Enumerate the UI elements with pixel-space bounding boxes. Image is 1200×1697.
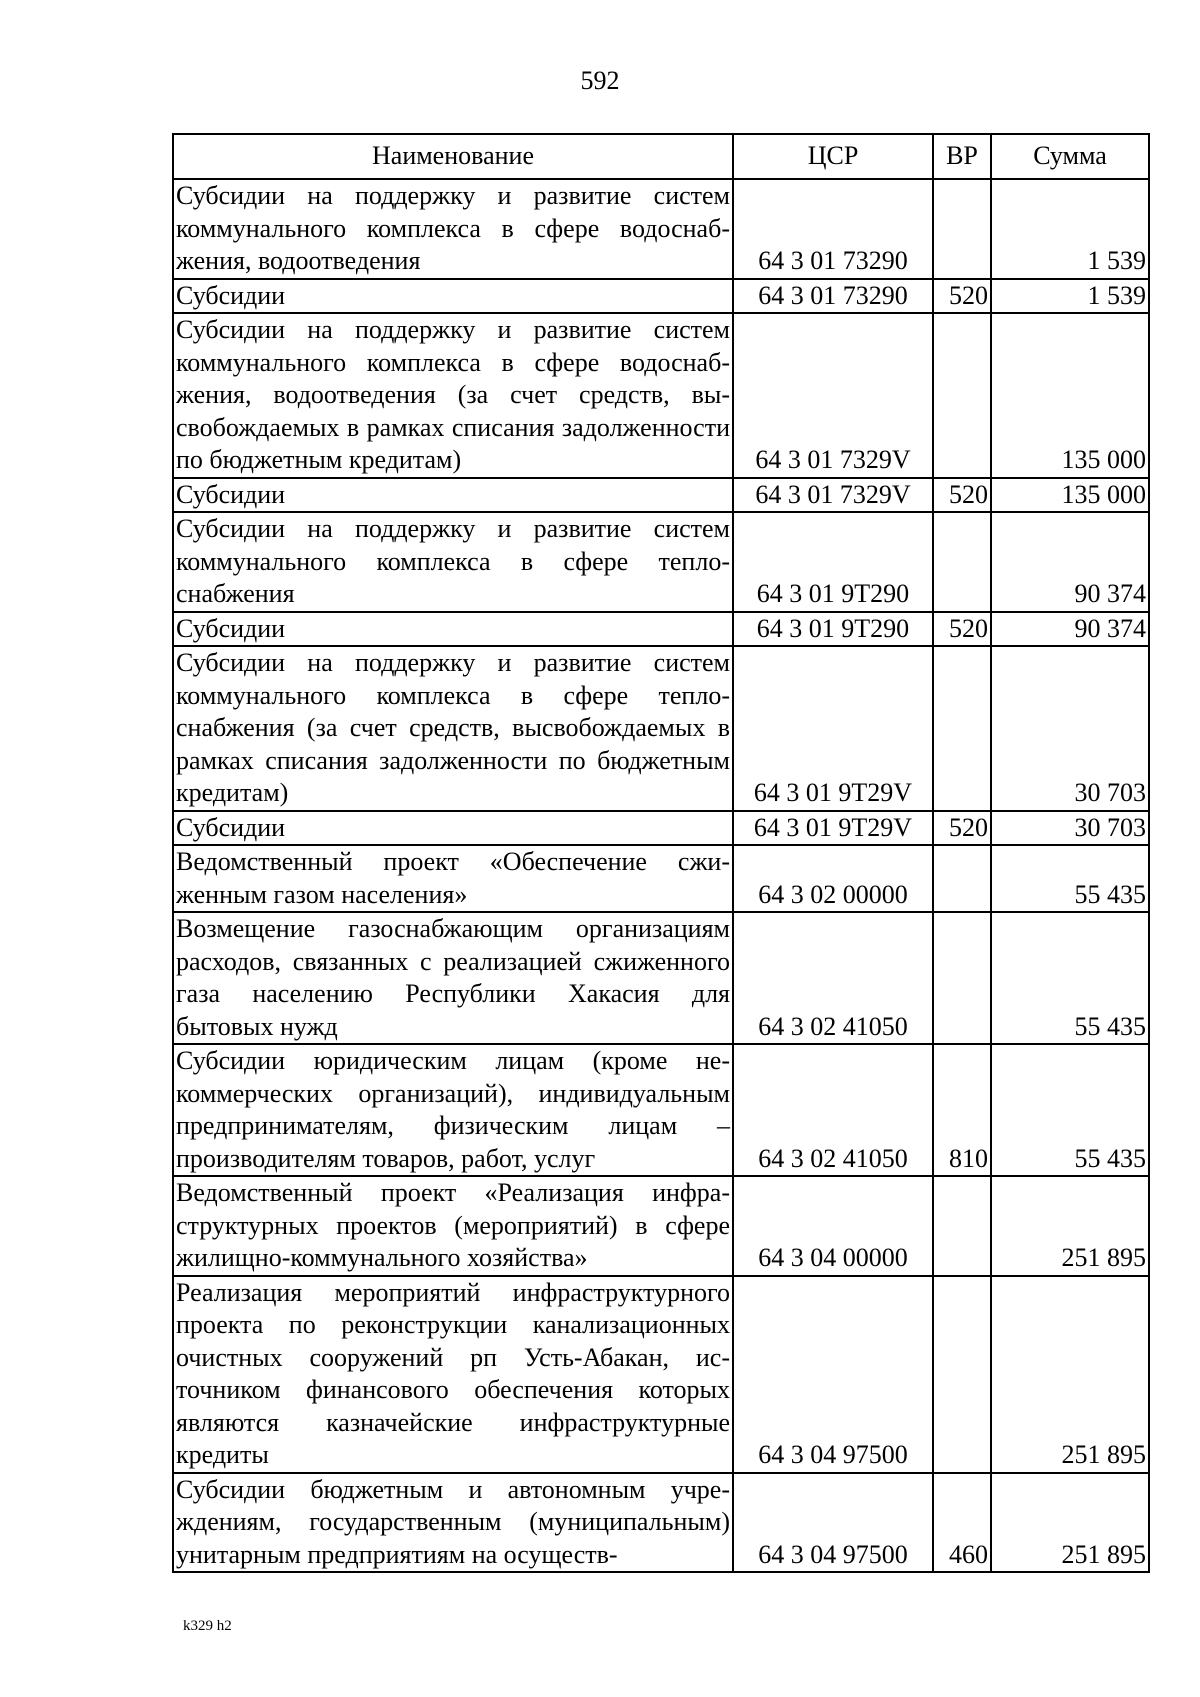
row-name: Субсидии юридическим лицам (кроме некоммерческих организаций), индивидуальным предпринимателям, физическим лицам – производителям товаров, работ, услуг [173,1044,733,1176]
row-name: Возмещение газоснабжающим организациям расходов, связанных с реализацией сжиженного газа населению Республики Хакасия для бытовых нужд [173,912,733,1044]
row-sum: 1 539 [991,279,1149,314]
row-vr [933,313,991,478]
row-vr [933,845,991,912]
row-name: Субсидии [173,279,733,314]
row-csr: 64 3 01 9Т29V [733,646,933,811]
row-vr: 520 [933,811,991,846]
row-csr: 64 3 01 9Т29V [733,811,933,846]
table-row [173,313,1149,478]
table-row [173,845,1149,912]
row-vr [933,912,991,1044]
row-csr: 64 3 04 00000 [733,1176,933,1276]
table-row [173,279,1149,314]
table-header-row [173,134,1149,179]
row-csr: 64 3 04 97500 [733,1473,933,1573]
footer-document-code: k329 h2 [183,1618,232,1634]
row-name: Субсидии на поддержку и развитие систем коммунального комплекса в сфере теплоснабжения [173,512,733,612]
header-vr: ВР [933,134,991,179]
row-sum: 90 374 [991,612,1149,647]
row-name: Ведомственный проект «Обеспечение сжиженным газом населения» [173,845,733,912]
row-vr: 810 [933,1044,991,1176]
row-name: Реализация мероприятий инфраструктурного проекта по реконструкции канализационных очистных сооружений рп Усть-Абакан, источником финансового обеспечения которых являются казначейские инфраструктурные кредиты [173,1276,733,1473]
row-csr: 64 3 01 9Т290 [733,512,933,612]
row-csr: 64 3 01 7329V [733,478,933,513]
table-row [173,811,1149,846]
row-sum: 251 895 [991,1176,1149,1276]
row-csr: 64 3 02 41050 [733,912,933,1044]
row-name: Субсидии на поддержку и развитие систем коммунального комплекса в сфере теплоснабжения (за счет средств, высвобождаемых в рамках списания задолженности по бюджетным кредитам) [173,646,733,811]
row-vr: 520 [933,612,991,647]
row-sum: 30 703 [991,811,1149,846]
row-sum: 135 000 [991,313,1149,478]
table-row [173,1473,1149,1573]
row-csr: 64 3 01 73290 [733,179,933,279]
row-vr: 520 [933,279,991,314]
row-csr: 64 3 01 9Т290 [733,612,933,647]
page-number: 592 [580,66,620,95]
row-csr: 64 3 04 97500 [733,1276,933,1473]
row-sum: 135 000 [991,478,1149,513]
row-name: Субсидии [173,478,733,513]
table-row [173,1044,1149,1176]
header-name: Наименование [173,134,733,179]
row-vr [933,512,991,612]
table-row [173,179,1149,279]
table-row [173,512,1149,612]
table-row [173,1276,1149,1473]
table-row [173,646,1149,811]
row-name: Субсидии бюджетным и автономным учреждениям, государственным (муниципальным) унитарным предприятиям на осуществ- [173,1473,733,1573]
header-sum: Сумма [991,134,1149,179]
row-vr [933,179,991,279]
row-sum: 55 435 [991,912,1149,1044]
row-sum: 55 435 [991,1044,1149,1176]
row-sum: 251 895 [991,1276,1149,1473]
row-csr: 64 3 02 41050 [733,1044,933,1176]
table-row [173,1176,1149,1276]
budget-table [172,133,1150,1573]
row-name: Субсидии на поддержку и развитие систем коммунального комплекса в сфере водоснабжения, водоотведения (за счет средств, высвобождаемых в рамках списания задолженности по бюджетным кредитам) [173,313,733,478]
row-csr: 64 3 01 73290 [733,279,933,314]
row-name: Субсидии [173,612,733,647]
table-row [173,612,1149,647]
row-sum: 251 895 [991,1473,1149,1573]
row-name: Субсидии [173,811,733,846]
row-vr [933,1276,991,1473]
table-row [173,912,1149,1044]
header-csr: ЦСР [733,134,933,179]
row-csr: 64 3 02 00000 [733,845,933,912]
row-csr: 64 3 01 7329V [733,313,933,478]
row-vr: 460 [933,1473,991,1573]
row-name: Субсидии на поддержку и развитие систем коммунального комплекса в сфере водоснабжения, водоотведения [173,179,733,279]
row-name: Ведомственный проект «Реализация инфраструктурных проектов (мероприятий) в сфере жилищно-коммунального хозяйства» [173,1176,733,1276]
row-sum: 55 435 [991,845,1149,912]
row-sum: 1 539 [991,179,1149,279]
table-row [173,478,1149,513]
row-vr: 520 [933,478,991,513]
row-vr [933,1176,991,1276]
row-vr [933,646,991,811]
row-sum: 90 374 [991,512,1149,612]
row-sum: 30 703 [991,646,1149,811]
